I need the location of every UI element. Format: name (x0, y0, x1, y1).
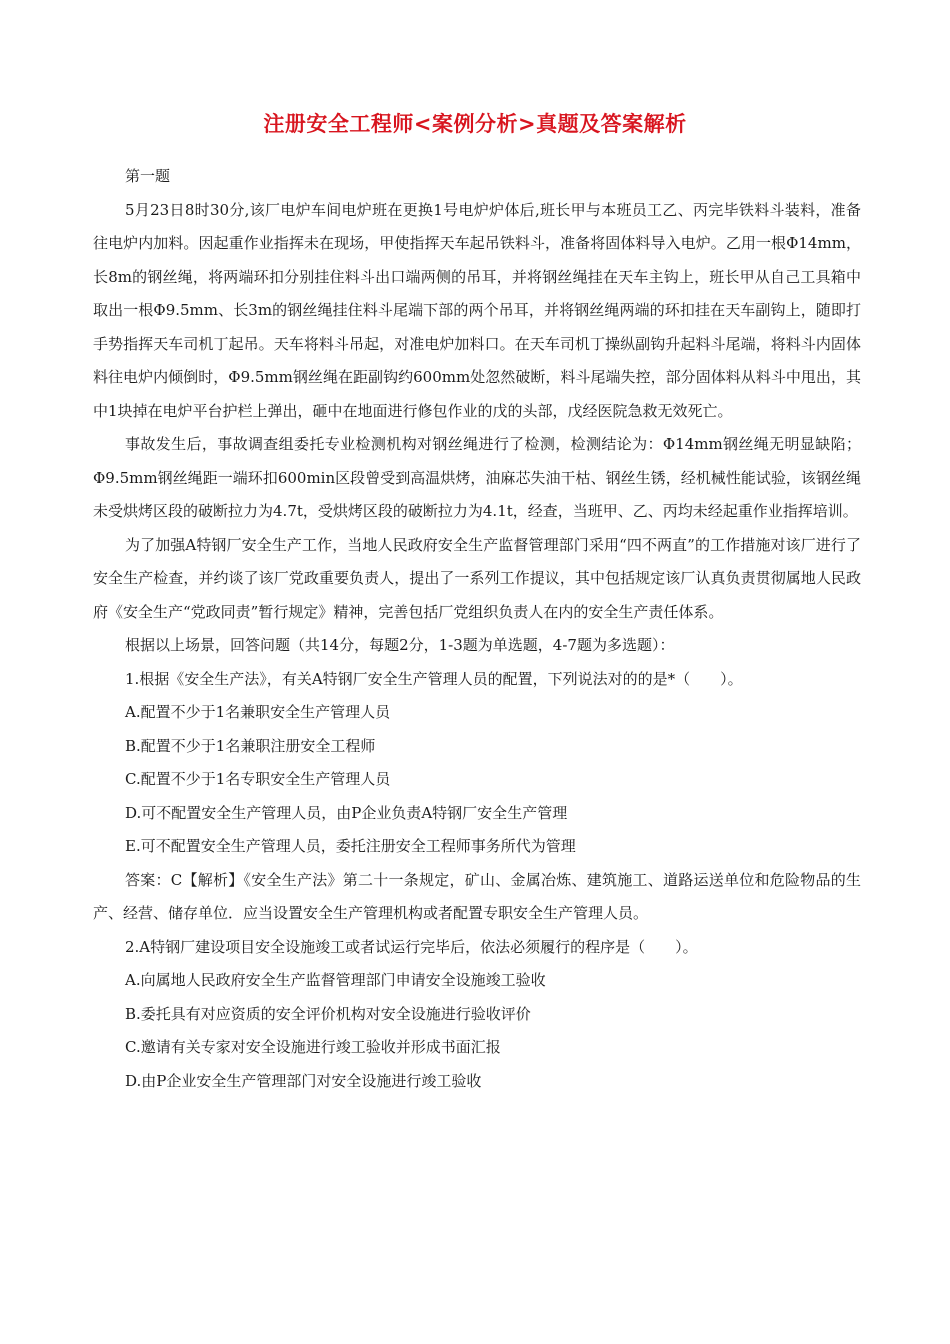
question-2-option-b: B.委托具有对应资质的安全评价机构对安全设施进行验收评价 (125, 1004, 531, 1023)
question-2-option-c: C.邀请有关专家对安全设施进行竣工验收并形成书面汇报 (125, 1038, 501, 1056)
document-title: 注册安全工程师<案例分析>真题及答案解析 (263, 112, 687, 136)
question-1-option-d: D.可不配置安全生产管理人员，由P企业负责A特钢厂安全生产管理 (125, 803, 568, 822)
question-1: 1.根据《安全生产法》，有关A特钢厂安全生产管理人员的配置，下列说法对的的是*（ ）。 (125, 669, 743, 688)
paragraph-inspection: 为了加强A特钢厂安全生产工作，当地人民政府安全生产监督管理部门采用“四不两直”的工作措施对该厂进行了安全生产检查，并约谈了该厂党政重要负责人，提出了一系列工作提议，其中包括规定该厂认真负责贯彻属地人民政府《安全生产“党政同责”暂行规定》精神，完善包括厂党组织负责人在内的安全生产责任体系。 (93, 535, 861, 621)
question-2: 2.A特钢厂建设项目安全设施竣工或者试运行完毕后，依法必须履行的程序是（ ）。 (125, 937, 698, 956)
question-2-option-a: A.向属地人民政府安全生产监督管理部门申请安全设施竣工验收 (125, 971, 546, 989)
question-1-option-c: C.配置不少于1名专职安全生产管理人员 (125, 770, 391, 788)
question-instructions: 根据以上场景，回答问题（共14分，每题2分，1-3题为单选题，4-7题为多选题）： (125, 636, 675, 654)
question-1-option-a: A.配置不少于1名兼职安全生产管理人员 (125, 703, 391, 721)
question-1-option-b: B.配置不少于1名兼职注册安全工程师 (125, 736, 376, 755)
question-1-answer: 答案：C【解析】《安全生产法》第二十一条规定，矿山、金属冶炼、建筑施工、道路运送单位和危险物品的生产、经营、储存单位．应当设置安全生产管理机构或者配置专职安全生产管理人员。 (93, 870, 861, 922)
question-2-option-d: D.由P企业安全生产管理部门对安全设施进行竣工验收 (125, 1071, 482, 1090)
document-body (93, 160, 861, 1098)
section-heading: 第一题 (125, 167, 171, 185)
question-1-option-e: E.可不配置安全生产管理人员，委托注册安全工程师事务所代为管理 (125, 837, 576, 855)
paragraph-investigation: 事故发生后，事故调查组委托专业检测机构对钢丝绳进行了检测，检测结论为：Φ14mm钢丝绳无明显缺陷；Φ9.5mm钢丝绳距一端环扣600min区段曾受到高温烘烤，油麻芯失油干枯、钢丝生锈，经机械性能试验，该钢丝绳未受烘烤区段的破断拉力为4.7t，受烘烤区段的破断拉力为4.1t，经查，当班甲、乙、丙均未经起重作业指挥培训。 (93, 435, 861, 520)
paragraph-accident-description: 5月23日8时30分,该厂电炉车间电炉班在更换1号电炉炉体后,班长甲与本班员工乙、丙完毕铁料斗装料，准备往电炉内加料。因起重作业指挥未在现场，甲使指挥天车起吊铁料斗，准备将固体料导入电炉。乙用一根Φ14mm，长8m的钢丝绳，将两端环扣分别挂住料斗出口端两侧的吊耳，并将钢丝绳挂在天车主钩上，班长甲从自己工具箱中取出一根Φ9.5mm、长3m的钢丝绳挂住料斗尾端下部的两个吊耳，并将钢丝绳两端的环扣挂在天车副钩上，随即打手势指挥天车司机丁起吊。天车将料斗吊起，对准电炉加料口。在天车司机丁操纵副钩升起料斗尾端，将料斗内固体料往电炉内倾倒时，Φ9.5mm钢丝绳在距副钩约600mm处忽然破断，料斗尾端失控，部分固体料从料斗中甩出，其中1块掉在电炉平台护栏上弹出，砸中在地面进行修包作业的戊的头部，戊经医院急救无效死亡。 (93, 200, 861, 420)
